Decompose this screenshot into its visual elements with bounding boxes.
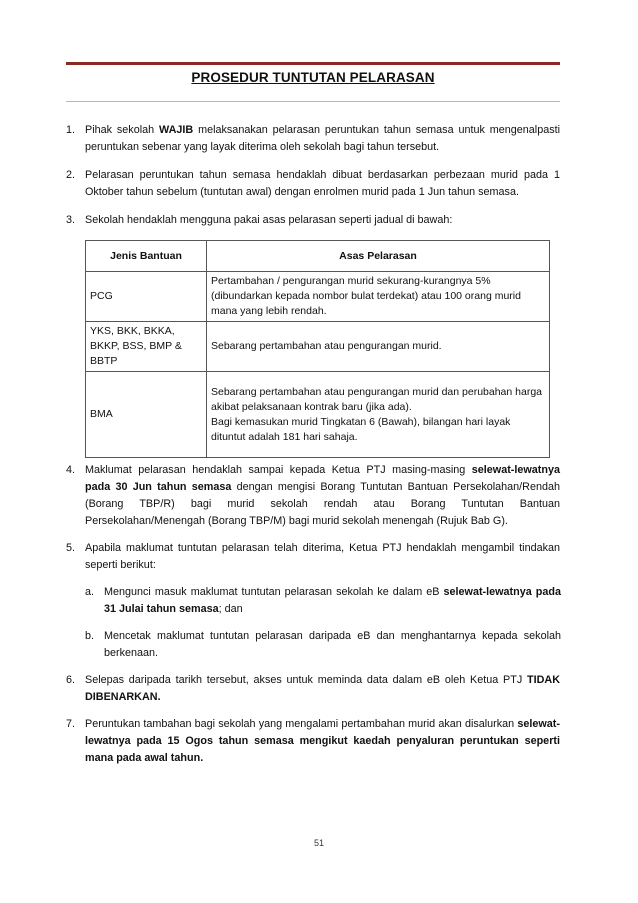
table-row (86, 272, 550, 322)
sub-item-letter: b. (85, 630, 95, 642)
table-row (86, 372, 550, 458)
cell-jenis: YKS, BKK, BKKA, BKKP, BSS, BMP & BBTP (86, 322, 207, 372)
item-number: 3. (66, 214, 76, 226)
list-item-6 (66, 672, 560, 706)
list-item-1 (66, 122, 560, 156)
list-item-5 (66, 540, 560, 574)
item-text: Sekolah hendaklah mengguna pakai asas pelarasan seperti jadual di bawah: (85, 214, 453, 226)
cell-asas: Sebarang pertambahan atau pengurangan murid dan perubahan harga akibat pelaksanaan kontrak baru (jika ada). Bagi kemasukan murid Tingkatan 6 (Bawah), bilangan hari layak dituntut adalah 181 hari sahaja. (207, 372, 550, 458)
table-row (86, 322, 550, 372)
column-header-jenis: Jenis Bantuan (86, 241, 207, 272)
sub-item-letter: a. (85, 586, 95, 598)
item-number: 5. (66, 542, 76, 554)
cell-asas: Sebarang pertambahan atau pengurangan murid. (207, 322, 550, 372)
header-rule (66, 62, 560, 65)
list-item-2 (66, 167, 560, 201)
sub-item-a (85, 584, 561, 618)
item-text: Maklumat pelarasan hendaklah sampai kepada Ketua PTJ masing-masing selewat-lewatnya pada 30 Jun tahun semasa dengan mengisi Borang Tuntutan Bantuan Persekolahan/Rendah (Borang TBP/R) bagi murid sekolah rendah atau Borang Tuntutan Bantuan Persekolahan/Menengah (Borang TBP/M) bagi murid sekolah menengah (Rujuk Bab G). (85, 464, 560, 527)
item-text: Pihak sekolah WAJIB melaksanakan pelarasan peruntukan tahun semasa untuk mengenalpasti peruntukan sebenar yang layak diterima oleh sekolah bagi tahun tersebut. (85, 124, 560, 153)
page-number: 51 (313, 838, 324, 848)
page-title: PROSEDUR TUNTUTAN PELARASAN (191, 70, 435, 85)
title-divider (66, 101, 560, 102)
item-text: Pelarasan peruntukan tahun semasa hendaklah dibuat berdasarkan perbezaan murid pada 1 Oktober tahun sebelum (tuntutan awal) dengan enrolmen murid pada 1 Jun tahun semasa. (85, 169, 560, 198)
list-item-7 (66, 716, 560, 767)
sub-item-text: Mengunci masuk maklumat tuntutan pelarasan sekolah ke dalam eB selewat-lewatnya pada 31 Julai tahun semasa; dan (104, 586, 561, 615)
item-number: 6. (66, 674, 76, 686)
column-header-asas: Asas Pelarasan (207, 241, 550, 272)
item-number: 7. (66, 718, 76, 730)
item-number: 2. (66, 169, 76, 181)
item-number: 4. (66, 464, 76, 476)
sub-item-b (85, 628, 561, 662)
cell-jenis: BMA (86, 372, 207, 458)
adjustment-basis-table (85, 240, 550, 458)
item-text: Peruntukan tambahan bagi sekolah yang mengalami pertambahan murid akan disalurkan selewat-lewatnya pada 15 Ogos tahun semasa mengikut kaedah penyaluran peruntukan seperti mana pada awal tahun. (85, 718, 560, 764)
cell-jenis: PCG (86, 272, 207, 322)
sub-item-text: Mencetak maklumat tuntutan pelarasan daripada eB dan menghantarnya kepada sekolah berkenaan. (104, 630, 561, 659)
table-header-row (86, 241, 550, 272)
item-text: Selepas daripada tarikh tersebut, akses untuk meminda data dalam eB oleh Ketua PTJ TIDAK DIBENARKAN. (85, 674, 560, 703)
item-text: Apabila maklumat tuntutan pelarasan telah diterima, Ketua PTJ hendaklah mengambil tindakan seperti berikut: (85, 542, 560, 571)
cell-asas: Pertambahan / pengurangan murid sekurang-kurangnya 5% (dibundarkan kepada nombor bulat terdekat) atau 100 orang murid mana yang lebih rendah. (207, 272, 550, 322)
list-item-3 (66, 212, 560, 229)
item-number: 1. (66, 124, 76, 136)
list-item-4 (66, 462, 560, 530)
